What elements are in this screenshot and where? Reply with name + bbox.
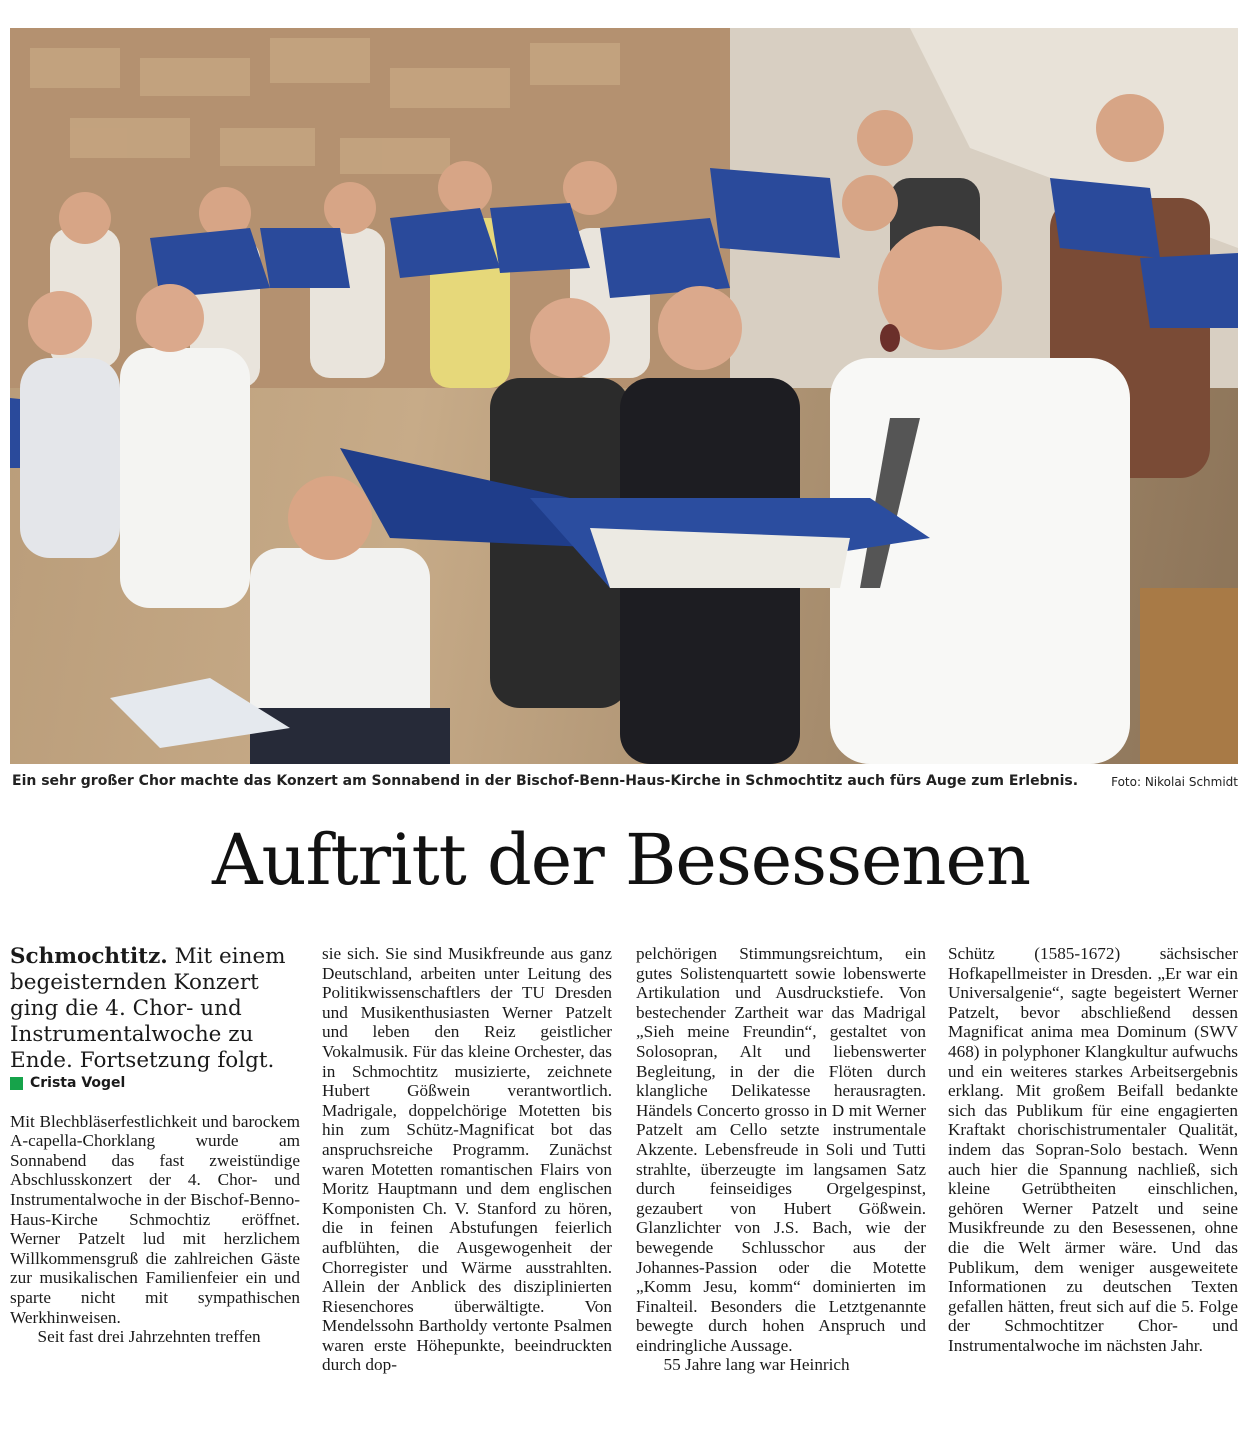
author-byline <box>10 1074 300 1094</box>
paragraph: Seit fast drei Jahrzehnten treffen <box>37 1327 261 1347</box>
paragraph: Schütz (1585-1672) sächsischer Hofkapellmeister in Dresden. „Er war ein Universalgenie“, sagte begeistert Werner Patzelt, bevor abschließend dessen Magnificat anima mea Dominum (SWV 468) in polyphoner Klangkultur aufwuchs und ein weiteres starkes Arbeitsergebnis erklang. Mit großem Beifall bedankte sich das Publikum für eine engagierten Kraftakt chorischistrumentaler Qualität, indem das Sopran-Solo bestach. Wenn auch hier die Spannung nachließ, sich kleine Getrübtheiten einschlichen, gehören Werner Patzelt und seine Musikfreunde zu den Besessenen, ohne die die Welt ärmer wäre. Und das Publikum, dem weniger ausgeweitete Informationen zu deutschen Texten gefallen hätten, freut sich auf die 5. Folge der Schmochtitzer Chor- und Instrumentalwoche im nächsten Jahr. <box>948 944 1238 1355</box>
caption-text: Ein sehr großer Chor machte das Konzert am Sonnabend in der Bischof-Benn-Haus-Kirche in Schmochtitz auch fürs Auge zum Erlebnis. <box>12 773 1079 789</box>
paragraph: pelchörigen Stimmungsreichtum, ein gutes Solistenquartett sowie lobenswerte Artikulation und Ausdruckstiefe. Von bestechender Zartheit war das Madrigal „Sieh meine Freundin“, gestaltet von Solosopran, Alt und liebenswerter Begleitung, in der die Flöten durch klangliche Delikatesse herausragten. Händels Concerto grosso in D mit Werner Patzelt am Cello setzte instrumentale Akzente. Lebensfreude in Soli und Tutti strahlte, überzeugte im langsamen Satz durch feinseidiges Orgelgespinst, gezaubert von Hubert Gößwein. Glanzlichter von J.S. Bach, wie der bewegende Schlusschor aus der Johannes-Passion oder die Motette „Komm Jesu, komm“ dominierten im Finalteil. Besonders die Letztgenannte bewegte durch hohen Anspruch und eindringliche Aussage. <box>636 944 926 1355</box>
paragraph: sie sich. Sie sind Musikfreunde aus ganz Deutschland, arbeiten unter Leitung des Politikwissenschaftlers der TU Dresden und Musikenthusiasten Werner Patzelt und leben den Reiz geistlicher Vokalmusik. Für das kleine Orchester, das in Schmochtitz musizierte, zeichnete Hubert Gößwein verantwortlich. Madrigale, doppelchörige Motetten bis hin zum Schütz-Magnificat bot das anspruchsreiche Programm. Zunächst waren Motetten romantischen Flairs von Moritz Hauptmann und dem englischen Komponisten Ch. V. Stanford zu hören, die in feinen Abstufungen feierlich aufblühten, die Ausgewogenheit der Chorregister und Wärme ausstrahlten. Allein der Anblick des disziplinierten Riesenchores überwältigte. Von Mendelssohn Bartholdy vertonte Psalmen waren erste Höhepunkte, beeindruckten durch dop- <box>322 944 612 1375</box>
lead-text: Mit einem begeisternden Konzert ging die 4. Chor- und Instrumentalwoche zu Ende. Fortsetzung folgt. <box>10 944 286 1073</box>
author-marker-icon <box>10 1077 23 1090</box>
photo-caption <box>12 773 1238 795</box>
article-column-2 <box>322 944 612 1375</box>
lead-place: Schmochtitz. <box>10 944 168 969</box>
choir-photo <box>10 28 1238 764</box>
author-name: Crista Vogel <box>30 1075 126 1091</box>
paragraph: Mit Blechbläserfestlichkeit und barockem A-capella-Chorklang wurde am Sonnabend das fast zweistündige Abschlusskonzert der 4. Chor- und Instrumentalwoche in der Bischof-Benno-Haus-Kirche Schmochtiz eröffnet. Werner Patzelt lud mit herzlichem Willkommensgruß die zahlreichen Gäste zur musikalischen Familienfeier ein und sparte nicht mit sympathischen Werkhinweisen. <box>10 1111 300 1327</box>
choir-photo-illustration <box>10 28 1238 764</box>
photo-credit: Foto: Nikolai Schmidt <box>1111 775 1238 789</box>
lead <box>10 944 300 1074</box>
article-column-3 <box>636 944 926 1375</box>
paragraph: 55 Jahre lang war Heinrich <box>663 1355 850 1375</box>
article-column-1 <box>10 944 300 1347</box>
article-column-4 <box>948 944 1238 1355</box>
headline: Auftritt der Besessenen <box>211 819 1031 901</box>
